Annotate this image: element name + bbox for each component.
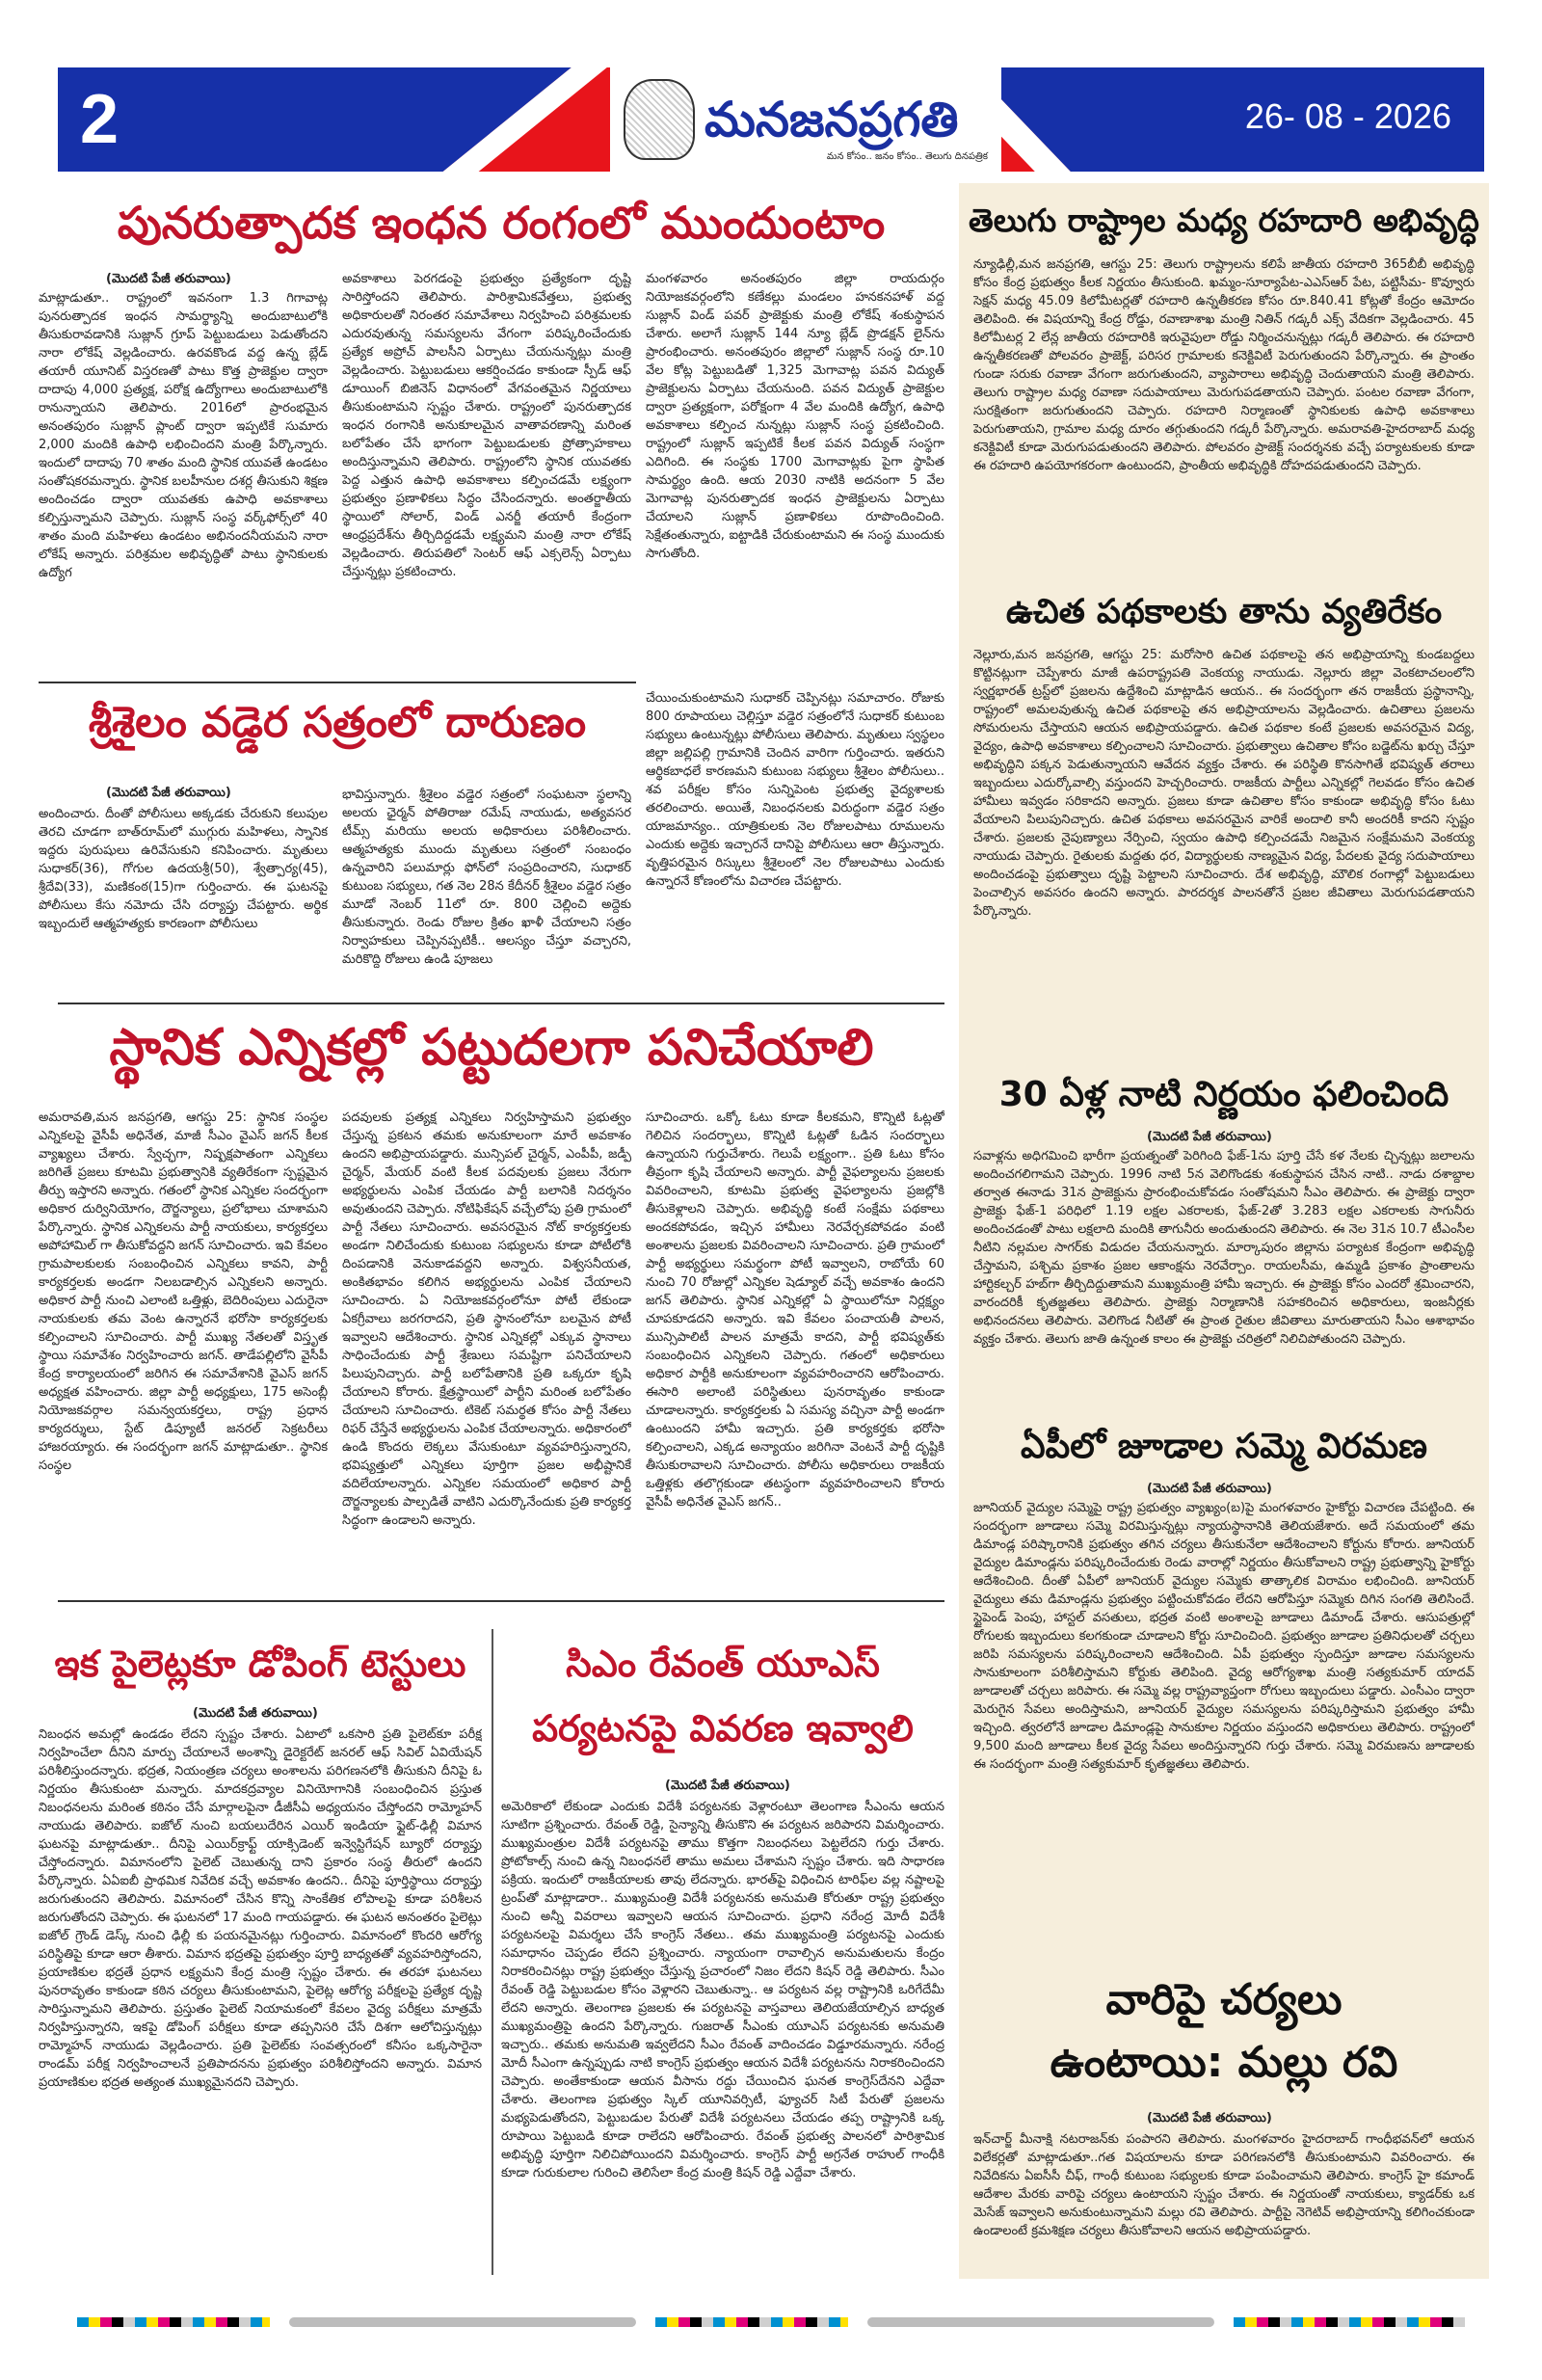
sidebar-article3-headline: 30 ఏళ్ల నాటి నిర్ణయం ఫలించింది [998, 1075, 1449, 1114]
divider [58, 1003, 944, 1004]
article1-col3: మంగళవారం అనంతపురం జిల్లా రాయదుర్గం నియోజకవర్గంలోని కణేకల్లు మండలం హనకనహాళ్ వద్ద సుజ్లాన్ విండ్ పవర్ ప్రాజెక్టు‌కు మంత్రి లోకేష్ శంకుస్థాపన చేశారు. అలాగే సుజ్లాన్ 144 న్యూ బ్లేడ్ ప్రొడక్షన్ లైన్‌ను ప్రారంభించారు. అనంతపురం జిల్లాలో సుజ్లాన్ సంస్థ రూ.10 వేల కోట్ల పెట్టుబడితో 1,325 మెగావాట్ల పవన విద్యుత్ ప్రాజెక్టులను ఏర్పాటు చేయనుంది. పవన విద్యుత్ ప్రాజెక్టుల ద్వారా ప్రత్యక్షంగా, పరోక్షంగా 4 వేల మందికి ఉద్యోగ, ఉపాధి అవకాశాలు కల్పించ నున్నట్లు సుజ్లాన్ సంస్థ ప్రకటించింది. రాష్ట్రంలో సుజ్లాన్ ఇప్పటికే కీలక పవన విద్యుత్ సంస్థగా ఎదిగింది. ఈ సంస్థకు 1700 మెగావాట్లకు పైగా స్థాపిత సామర్థ్యం ఉంది. ఆయ 2030 నాటికి అదనంగా 5 వేల మెగావాట్ల పునరుత్పాదక ఇంధన ప్రాజెక్టులను ఏర్పాటు చేయాలని సుజ్లాన్ ప్రణాళికలు రూపొందించింది. సెక్షేతంతున్నారు, ఐట్టాడికి చేరుకుంటామని ఈ సంస్థ ముందుకు సాగుతోంది. [646, 272, 944, 561]
portrait-logo-icon [624, 79, 695, 160]
sidebar-article4-kicker: (మొదటి పేజీ తరువాయి) [1147, 1482, 1272, 1496]
registration-swatch [655, 2317, 848, 2327]
sidebar-article2-headline: ఉచిత పథకాలకు తాను వ్యతిరేకం [1005, 593, 1443, 631]
divider [492, 1629, 493, 2275]
article2-col3: చేయించుకుంటామని సుధాకర్ చెప్పినట్లు సమాచారం. రోజుకు 800 రూపాయలు చెల్లిస్తూ వడ్డెర సత్రంలోనే సుధాకర్ కుటుంబ సభ్యులు ఉంటున్నట్లు పోలీసులు తెలిపారు. మృతులు స్వస్థలం జిల్లా జల్లిపల్లి గ్రామానికి చెందిన వారిగా గుర్తించారు. ఇతరుని ఆర్థికబాధలే కారణమని కుటుంబ సభ్యులు శ్రీశైలం పోలీసులు.. శవ పరీక్షల కోసం సున్నిపెంట ప్రభుత్వ వైద్యశాలకు తరలించారు. అయితే, నిబంధనలకు విరుద్ధంగా వడ్డెర సత్రం యాజమాన్యం.. యాత్రికులకు నెల రోజులపాటు రూములను ఎందుకు అద్దెకు ఇచ్చారనే దానిపై పోలీసులు ఆరా తీస్తున్నారు. వృత్తిపరమైన రిస్కులు శ్రీశైలంలో నెల రోజులపాటు ఎందుకు ఉన్నారనే కోణంలోను విచారణ చేపట్టారు. [646, 691, 944, 889]
article5-headline-line1: సిఎం రేవంత్ యూఎస్ [566, 1643, 880, 1685]
divider [39, 682, 636, 683]
sidebar-article5-kicker: (మొదటి పేజీ తరువాయి) [1147, 2111, 1272, 2126]
article1-col2: అవకాశాలు పెరగడంపై ప్రభుత్వం ప్రత్యేకంగా దృష్టి సారిస్తోందని తెలిపారు. పారిశ్రామికవేత్తలు, ప్రభుత్వ అధికారులతో నిరంతర సమావేశాలు నిర్వహించి పరిశ్రమలకు ఎదురవుతున్న సమస్యలను వేగంగా పరిష్కరించేందుకు ప్రత్యేక అప్రోచ్ పాలసీని ఏర్పాటు చేయనున్నట్లు మంత్రి వెల్లడించారు. పెట్టుబడులు ఆకర్షించడం కాకుండా స్పీడ్ ఆఫ్ డూయింగ్ బిజినెస్ విధానంలో వేగవంతమైన నిర్ణయాలు తీసుకుంటామని స్పష్టం చేశారు. రాష్ట్రంలో పునరుత్పాదక ఇంధన రంగానికి అనుకూలమైన వాతావరణాన్ని మరింత బలోపేతం చేసే భాగంగా పెట్టుబడులకు ప్రోత్సాహకాలు అందిస్తున్నామని తెలిపారు. రాష్ట్రంలోని స్థానిక యువతకు పెద్ద ఎత్తున ఉపాధి అవకాశాలు కల్పించడమే లక్ష్యంగా ప్రభుత్వం ప్రణాళికలు సిద్ధం చేసిందన్నారు. అంతర్జాతీయ స్థాయిలో సోలార్, విండ్ ఎనర్జీ తయారీ కేంద్రంగా ఆంధ్రప్రదేశ్‌ను తీర్చిదిద్దడమే లక్ష్యమని మంత్రి నారా లోకేష్ వెల్లడించారు. తిరుపతిలో సెంటర్ ఆఫ్ ఎక్సలెన్స్ ఏర్పాటు చేస్తున్నట్లు ప్రకటించారు. [342, 272, 631, 579]
sidebar-article5-headline-line2: ఉంటాయి: మల్లు రవి [1050, 2038, 1398, 2087]
article1-headline: పునరుత్పాదక ఇంధన రంగంలో ముందుంటాం [117, 197, 886, 249]
sidebar-article3-kicker: (మొదటి పేజీ తరువాయి) [1147, 1130, 1272, 1144]
article3-col2: పదవులకు ప్రత్యక్ష ఎన్నికలు నిర్వహిస్తామని ప్రభుత్వం చేస్తున్న ప్రకటన తమకు అనుకూలంగా మారే అవకాశం ఉందని అభిప్రాయపడ్డారు. మున్సిపల్ చైర్మన్, ఎంపీపీ, జడ్పీ చైర్మన్, మేయర్ వంటి కీలక పదవులకు ప్రజలు నేరుగా అభ్యర్థులను ఎంపిక చేయడం పార్టీ బలానికి నిదర్శనం అవుతుందని చెప్పారు. నోటిఫికేషన్ వచ్చేలోపు ప్రతి గ్రామంలో పార్టీ నేతలు సూచించారు. అవసరమైన నోట్ కార్యకర్తలకు అండగా నిలిచేందుకు కుటుంబ సభ్యులను కూడా పోటీలోకి దింపడానికి వెనుకాడవద్దని అన్నారు. విశ్వసనీయత, అంకితభావం కలిగిన అభ్యర్థులను ఎంపిక చేయాలని సూచించారు. ఏ నియోజకవర్గంలోనూ పోటీ లేకుండా ఏకగ్రీవాలు జరగరాదని, ప్రతి స్థానంలోనూ బలమైన పోటీ ఇవ్వాలని ఆదేశించారు. స్థానిక ఎన్నికల్లో ఎక్కువ స్థానాలు సాధించేందుకు పార్టీ శ్రేణులు సమష్టిగా పనిచేయాలని పిలుపునిచ్చారు. పార్టీ బలోపేతానికి ప్రతి ఒక్కరూ కృషి చేయాలని కోరారు. క్షేత్రస్థాయిలో పార్టీని మరింత బలోపేతం చేయాలని సూచించారు. టికెట్ సమర్థత కోసం పార్టీ నేతలు రిఫర్ చేస్తేనే అభ్యర్థులను ఎంపిక చేయాలన్నారు. అధికారంలో ఉండి కొందరు లెక్కలు వేసుకుంటూ వ్యవహరిస్తున్నారని, భవిష్యత్తులో ఎన్నికలు పూర్తిగా ప్రజల అభీష్టానికే వదిలేయాలన్నారు. ఎన్నికల సమయంలో అధికార పార్టీ దౌర్జన్యాలకు పాల్పడితే వాటిని ఎదుర్కొనేందుకు ప్రతి కార్యకర్త సిద్ధంగా ఉండాలని అన్నారు. [342, 1110, 631, 1528]
article3-col3: సూచించారు. ఒక్కో ఓటు కూడా కీలకమని, కొన్నిటి ఓట్లతో గెలిచిన సందర్భాలు, కొన్నిటి ఓట్లతో ఓడిన సందర్భాలు ఉన్నాయని గుర్తుచేశారు. గెలుపే లక్ష్యంగా.. ప్రతి ఓటు కోసం తీవ్రంగా కృషి చేయాలని అన్నారు. పార్టీ వైఫల్యాలను ప్రజలకు వివరించాలని, కూటమి ప్రభుత్వ వైఫల్యాలను ప్రజల్లోకి తీసుకెళ్లాలని చెప్పారు. అభివృద్ధి కంటే సంక్షేమ పథకాలు అందకపోవడం, ఇచ్చిన హామీలు నెరవేర్చకపోవడం వంటి అంశాలను ప్రజలకు వివరించాలని సూచించారు. ప్రతి గ్రామంలో పార్టీ అభ్యర్థులు సమర్థంగా పోటీ ఇవ్వాలని, రాబోయే 60 నుంచి 70 రోజుల్లో ఎన్నికల షెడ్యూల్ వచ్చే అవకాశం ఉందని జగన్ తెలిపారు. స్థానిక ఎన్నికల్లో ఏ స్థాయిలోనూ నిర్లక్ష్యం చూపకూడదని అన్నారు. ఇవి కేవలం పంచాయతీ పాలన, మున్సిపాలిటీ పాలన మాత్రమే కాదని, పార్టీ భవిష్యత్‌కు సంబంధించిన ఎన్నికలని చెప్పారు. గతంలో అధికారులు అధికార పార్టీకి అనుకూలంగా వ్యవహరించారని ఆరోపించారు. ఈసారి అలాంటి పరిస్థితులు పునరావృతం కాకుండా చూడాలన్నారు. కార్యకర్తలకు ఏ సమస్య వచ్చినా పార్టీ అండగా ఉంటుందని హామీ ఇచ్చారు. ప్రతి కార్యకర్తకు భరోసా కల్పించాలని, ఎక్కడ అన్యాయం జరిగినా వెంటనే పార్టీ దృష్టికి తీసుకురావాలని సూచించారు. పోలీసు అధికారులు రాజకీయ ఒత్తిళ్లకు తలొగ్గకుండా తటస్థంగా వ్యవహరించాలని కోరారు వైసీపీ అధినేత వైఎస్ జగన్.. [646, 1110, 944, 1510]
article4-kicker: (మొదటి పేజీ తరువాయి) [193, 1706, 318, 1721]
article2-col1: అందించారు. దీంతో పోలీసులు అక్కడకు చేరుకుని కలుపుల తెరచి చూడగా బాత్‌రూమ్‌లో ముగ్గురు మహిళలు, స్నానిక ఇద్దరు పురుషులు ఉరివేసుకుని కనిపించారు. మృతులు సుధాకర్(36), గోగుల ఉదయశ్రీ(50), శ్వేత్పార్య(45), శ్రీదేవి(33), మణికంఠ(15)గా గుర్తించారు. ఈ ఘటనపై పోలీసులు కేసు నమోదు చేసి దర్యాప్తు చేపట్టారు. అర్థిక ఇబ్బందులే ఆత్మహత్యకు కారణంగా పోలీసులు [39, 807, 328, 931]
sidebar-article1-body: న్యూఢిల్లీ,మన జనప్రగతి, ఆగస్టు 25: తెలుగు రాష్ట్రాలను కలిపే జాతీయ రహదారి 365బీబీ అభివృద్ధి కోసం కేంద్ర ప్రభుత్వం కీలక నిర్ణయం తీసుకుంది. ఖమ్మం-సూర్యాపేట-ఎఎస్‌ఆర్ పేట, పట్టిసీమ- కొవ్వూరు సెక్షన్ మధ్య 45.09 కిలోమీటర్లతో రహదారి ఉన్నతీకరణ కోసం రూ.840.41 కోట్లతో కేంద్రం ఆమోదం తెలిపింది. ఈ విషయాన్ని కేంద్ర రోడ్డు, రవాణాశాఖ మంత్రి నితిన్ గడ్కరీ ఎక్స్ వేదికగా వెల్లడించారు. 45 కిలోమీటర్ల 2 లేన్ల జాతీయ రహదారికి ఇరువైపులా రోడ్డు నిర్మించనున్నట్లు గడ్కరీ తెలిపారు. ఈ రహదారి ఉన్నతీకరణతో పోలవరం ప్రాజెక్ట్, పరిసర గ్రామాలకు కనెక్టివిటీ పెరుగుతుందని పేర్కొన్నారు. ఈ ప్రాంతం గుండా సరుకు రవాణా వేగంగా జరుగుతుందని, వ్యాపారాలు అభివృద్ధి చెందుతాయని మంత్రి తెలిపారు. తెలుగు రాష్ట్రాల మధ్య రవాణా సదుపాయాలు మెరుగుపడతాయని చెప్పారు. పంటల రవాణా వేగంగా, సురక్షితంగా జరుగుతుందని చెప్పారు. రహదారి నిర్మాణంతో స్థానికులకు ఉపాధి అవకాశాలు పెరుగుతాయని, గ్రామాల మధ్య దూరం తగ్గుతుందని గడ్కరీ పేర్కొన్నారు. అమరావతి-హైదరాబాద్ మధ్య కనెక్టివిటీ కూడా మెరుగుపడుతుందని తెలిపారు. పోలవరం ప్రాజెక్ట్ సందర్శనకు వచ్చే పర్యాటకులకు కూడా ఈ రహదారి ఉపయోగకరంగా ఉంటుందని, ప్రాంతీయ అభివృద్ధికి దోహదపడుతుందని చెప్పారు. [973, 257, 1475, 473]
page-number: 2 [58, 67, 141, 172]
sidebar-article1-headline: తెలుగు రాష్ట్రాల మధ్య రహదారి అభివృద్ధి [969, 201, 1479, 239]
article5-headline-line2: పర్యటనపై వివరణ ఇవ్వాలి [532, 1707, 914, 1750]
article3-headline: స్థానిక ఎన్నికల్లో పట్టుదలగా పనిచేయాలి [109, 1019, 874, 1077]
article5-body: అమెరికాలో లేకుండా ఎందుకు విదేశీ పర్యటనకు వెళ్లారంటూ తెలంగాణ సీఎంను ఆయన సూటిగా ప్రశ్నించారు. రేవంత్ రెడ్డి, సైన్యాన్ని తీసుకొని ఈ పర్యటన జరిపారని విమర్శించారు. ముఖ్యమంత్రుల విదేశీ పర్యటనపై తాము కొత్తగా నిబంధనలు పెట్టలేదని గుర్తు చేశారు. ప్రోటోకాల్స్ నుంచి ఉన్న నిబంధనలే తాము అమలు చేశామని స్పష్టం చేశారు. ఇది సాధారణ పక్రియ. ఇందులో రాజకీయాలకు తావు లేదన్నారు. భారత్‌పై విధించిన టారిఫ్‌ల వల్ల నష్టాలపై ట్రంప్‌తో మాట్లాడారా.. ముఖ్యమంత్రి విదేశీ పర్యటనకు అనుమతి కోరుతూ రాష్ట్ర ప్రభుత్వం నుంచి అన్నీ వివరాలు ఇవ్వాలని ఆయన సూచించారు. ప్రధాని నరేంద్ర మోదీ విదేశీ పర్యటనలపై విమర్శలు చేసే కాంగ్రెస్ నేతలు.. తమ ముఖ్యమంత్రి పర్యటనపై ఎందుకు సమాధానం చెప్పడం లేదని ప్రశ్నించారు. న్యాయంగా రావాల్సిన అనుమతులను కేంద్రం నిరాకరించినట్లు రాష్ట్ర ప్రభుత్వం చేస్తున్న ప్రచారంలో నిజం లేదని కిషన్ రెడ్డి తెలిపారు. సీఎం రేవంత్ రెడ్డి పెట్టుబడుల కోసం వెళ్లారని చెబుతున్నా.. ఆ పర్యటన వల్ల రాష్ట్రానికి ఒరిగేదేమీ లేదని అన్నారు. తెలంగాణ ప్రజలకు ఈ పర్యటనపై వాస్తవాలు తెలియజేయాల్సిన బాధ్యత ముఖ్యమంత్రిపై ఉందని పేర్కొన్నారు. గుజరాత్ సీఎంకు యూఎస్ పర్యటనకు అనుమతి ఇచ్చారు.. తమకు అనుమతి ఇవ్వలేదని సీఎం రేవంత్ వాదించడం విడ్డూరమన్నారు. నరేంద్ర మోదీ సీఎంగా ఉన్నప్పుడు నాటి కాంగ్రెస్ ప్రభుత్వం ఆయన విదేశీ పర్యటనను నిరాకరించిందని చెప్పారు. అంతేకాకుండా ఆయన వీసాను రద్దు చేయించిన ఘనత కాంగ్రెస్‌దేనని ఎద్దేవా చేశారు. తెలంగాణ ప్రభుత్వం స్కిల్ యూనివర్సిటీ, ఫ్యూచర్ సిటీ పేరుతో ప్రజలను మభ్యపెడుతోందని, పెట్టుబడుల పేరుతో విదేశీ పర్యటనలు చేయడం తప్ప రాష్ట్రానికి ఒక్క రూపాయి పెట్టుబడి కూడా రాలేదని ఆరోపించారు. రేవంత్ ప్రభుత్వ పాలనలో పారిశ్రామిక అభివృద్ధి పూర్తిగా నిలిచిపోయిందని విమర్శించారు. కాంగ్రెస్ పార్టీ అగ్రనేత రాహుల్ గాంధీకి కూడా గురుకులాల గురించి తెలిసేలా కేంద్ర మంత్రి కిషన్ రెడ్డి ఎద్దేవా చేశారు. [501, 1800, 944, 2180]
sidebar-article4-headline: ఏపీలో జూడాల సమ్మె విరమణ [1021, 1427, 1427, 1466]
article2-kicker: (మొదటి పేజీ తరువాయి) [106, 786, 231, 800]
print-color-bar [39, 2313, 1503, 2329]
paper-tagline: మన కోసం.. జనం కోసం.. తెలుగు దినపత్రిక [826, 151, 988, 162]
article1-kicker: (మొదటి పేజీ తరువాయి) [106, 272, 231, 286]
registration-swatch [77, 2317, 270, 2327]
registration-swatch [867, 2317, 1214, 2327]
article4-headline: ఇక పైలెట్లకూ డోపింగ్ టెస్టులు [54, 1643, 466, 1685]
paper-name: మనజనప్రగతి [705, 92, 959, 147]
sidebar-article4-body: జూనియర్ వైద్యుల సమ్మెపై రాష్ట్ర ప్రభుత్వం వ్యాఖ్యం(బ)పై మంగళవారం హైకోర్టు విచారణ చేపట్టింది. ఈ సందర్భంగా జూడాలు సమ్మె విరమిస్తున్నట్లు న్యాయస్థానానికి తెలియజేశారు. అదే సమయంలో తమ డిమాండ్ల పరిష్కారానికి ప్రభుత్వం తగిన చర్యలు తీసుకునేలా ఆదేశించాలని కోర్టును కోరారు. జూనియర్ వైద్యుల డిమాండ్లను పరిష్కరించేందుకు రెండు వారాల్లో నిర్ణయం తీసుకోవాలని రాష్ట్ర ప్రభుత్వాన్ని హైకోర్టు ఆదేశించింది. దీంతో ఏపీలో జూనియర్ వైద్యుల సమ్మెకు తాత్కాలిక విరామం లభించింది. జూనియర్ వైద్యులు తమ డిమాండ్లను ప్రభుత్వం పట్టించుకోవడం లేదని ఆరోపిస్తూ సమ్మెకు దిగిన సంగతి తెలిసిందే. స్టైపెండ్ పెంపు, హాస్టల్ వసతులు, భద్రత వంటి అంశాలపై జూడాలు డిమాండ్ చేశారు. ఆసుపత్రుల్లో రోగులకు ఇబ్బందులు కలగకుండా చూడాలని కోర్టు సూచించింది. ప్రభుత్వం జూడాల ప్రతినిధులతో చర్చలు జరిపి సమస్యలను పరిష్కరించాలని ఆదేశించింది. ఏపీ ప్రభుత్వం స్పందిస్తూ జూడాల సమస్యలను సానుకూలంగా పరిశీలిస్తామని కోర్టుకు తెలిపింది. వైద్య ఆరోగ్యశాఖ మంత్రి సత్యకుమార్ యాదవ్ జూడాలతో చర్చలు జరిపారు. ఈ సమ్మె వల్ల రాష్ట్రవ్యాప్తంగా రోగులు ఇబ్బందులు పడ్డారు. ఎంసీఎం ద్వారా మెరుగైన సేవలు అందిస్తామని, జూనియర్ వైద్యుల సమస్యలను పరిష్కరిస్తామని ప్రభుత్వం హామీ ఇచ్చింది. త్వరలోనే జూడాల డిమాండ్లపై సానుకూల నిర్ణయం వస్తుందని అధికారులు తెలిపారు. రాష్ట్రంలో 9,500 మంది జూడాలు కీలక వైద్య సేవలు అందిస్తున్నారని గుర్తు చేశారు. సమ్మె విరమణను జూడాలకు ఈ సందర్భంగా మంత్రి సత్యకుమార్ కృతజ్ఞతలు తెలిపారు. [973, 1501, 1475, 1772]
article2-col2: భావిస్తున్నారు. శ్రీశైలం వడ్డెర సత్రంలో సంఘటనా స్థలాన్ని అలయ ఛైర్మన్ పోతిరాజు రమేష్ నాయుడు, అత్యవసర టీమ్స్ మరియు అలయ అధికారులు పరిశీలించారు. ఆత్మహత్యకు ముందు మృతులు సత్రంలో సంబంధం ఉన్నవారిని పలుమార్లు ఫోన్‌లో సంప్రదించారని, సుధాకర్ కుటుంబ సభ్యులు, గత నెల 28న కేదీనర్ శ్రీశైలం వడ్డెర సత్రం మూడో నెంబర్ 11లో రూ. 800 చెల్లించి అద్దెకు తీసుకున్నారు. రెండు రోజుల క్రితం ఖాళీ చేయాలని సత్రం నిర్వాహకులు చెప్పినప్పటికీ.. ఆలస్యం చేస్తూ వచ్చారని, మరికొద్ది రోజులు ఉండి పూజలు [342, 788, 631, 967]
masthead [58, 67, 1484, 172]
sidebar-article5-body: ఇన్‌చార్జ్ మీనాక్షి నటరాజన్‌కు పంపారని తెలిపారు. మంగళవారం హైదరాబాద్ గాంధీభవన్‌లో ఆయన విలేకర్లతో మాట్లాడుతూ..గత విషయాలను కూడా పరిగణనలోకి తీసుకుంటామని వివరించారు. ఈ నివేదికను ఏఐసీసీ చీఫ్, గాంధీ కుటుంబ సభ్యులకు కూడా పంపించామని తెలిపారు. కాంగ్రెస్ హై కమాండ్ ఆదేశాల మేరకు వారిపై చర్యలు ఉంటాయని స్పష్టం చేశారు. ఈ నిర్ణయంతో నాయకులు, క్యాడర్‌కు ఒక మెసేజ్ ఇవ్వాలని అనుకుంటున్నామని మల్లు రవి తెలిపారు. పార్టీపై నెగెటివ్ అభిప్రాయాన్ని కలిగించకుండా ఉండాలంటే క్రమశిక్షణ చర్యలు తీసుకోవాలని ఆయన అభిప్రాయపడ్డారు. [973, 2132, 1475, 2238]
registration-swatch [289, 2317, 636, 2327]
article1-col1: మాట్లాడుతూ.. రాష్ట్రంలో ఇవనంగా 1.3 గిగావాట్ల పునరుత్పాదక ఇంధన సామర్థ్యాన్ని అందుబాటులోకి తీసుకురావడానికి సుజ్లాన్ గ్రూప్ పెట్టుబడులు పెడుతోందని నారా లోకేష్ వెల్లడించారు. ఉరవకొండ వద్ద ఉన్న బ్లేడ్ తయారీ యూనిట్ విస్తరణతో పాటు కొత్త ప్రాజెక్టుల ద్వారా దాదాపు 4,000 ప్రత్యక్ష, పరోక్ష ఉద్యోగాలు అందుబాటులోకి రానున్నాయని తెలిపారు. 2016లో ప్రారంభమైన అనంతపురం సుజ్లాన్ ప్లాంట్ ద్వారా ఇప్పటికే సుమారు 2,000 మందికి ఉపాధి లభించిందని మంత్రి పేర్కొన్నారు. ఇందులో దాదాపు 70 శాతం మంది స్థానిక యువతే ఉండటం సంతోషకరమన్నారు. స్థానిక బలహీనుల దశర్ల తీసుకుని శిక్షణ అందించడం ద్వారా యువతకు ఉపాధి అవకాశాలు కల్పిస్తున్నామని చెప్పారు. సుజ్లాన్ సంస్థ వర్క్‌ఫోర్స్‌లో 40 శాతం మంది మహిళలు ఉండటం అభినందనీయమని నారా లోకేష్ అన్నారు. పరిశ్రమల అభివృద్ధితో పాటు స్థానికులకు ఉద్యోగ [39, 291, 328, 580]
registration-swatch [1234, 2317, 1465, 2327]
article5-kicker: (మొదటి పేజీ తరువాయి) [665, 1778, 790, 1793]
issue-date: 26- 08 - 2026 [1244, 96, 1451, 136]
article4-body: నిబంధన అమల్లో ఉండడం లేదని స్పష్టం చేశారు. ఏటాలో ఒకసారి ప్రతి పైలెట్‌కూ పరీక్ష నిర్వహించేలా దీనిని మార్పు చేయాలనే అంశాన్ని డైరెక్టరేట్ జనరల్ ఆఫ్ సివిల్ ఏవియేషన్ పరిశీలిస్తుందన్నారు. భద్రత, నియంత్రణ చర్యలు అంశాలను పరిగణనలోకి తీసుకుని దీనిపై ఓ నిర్ణయం తీసుకుంటా మన్నారు. మాదకద్రవ్యాల వినియోగానికి సంబంధించిన ప్రస్తుత నిబంధనలను మరింత కఠినం చేసే మార్గాలపైనా డీజీసీఏ అధ్యయనం చేస్తోందని రామ్మోహన్ నాయుడు తెలిపారు. ఐజోల్ నుంచి బయలుదేరిన ఎయిర్ ఇండియా ఫ్లైట్-ఢిల్లీ విమాన ఘటనపై మాట్లాడుతూ.. దీనిపై ఎయిర్‌క్రాఫ్ట్ యాక్సిడెంట్ ఇన్వెస్టిగేషన్ బ్యూరో దర్యాప్తు చేస్తోందన్నారు. విమానంలోని పైలెట్ చెబుతున్న దాని ప్రకారం సంస్థ తీరులో ఉందని పేర్కొన్నారు. ఏఏఐబీ ప్రాథమిక నివేదిక వచ్చే అవకాశం ఉందని.. దీనిపై పూర్తిస్థాయి దర్యాప్తు జరుగుతుందని తెలిపారు. విమానంలో చేసిన కొన్ని సాంకేతిక లోపాలపై కూడా పరిశీలన జరుగుతోందని చెప్పారు. ఈ ఘటనలో 17 మంది గాయపడ్డారు. ఈ ఘటన అనంతరం పైలెట్లు ఐజోల్ గ్రౌండ్ డెస్క్‌ నుంచి ఢిల్లీ కు పయనమైనట్లు గుర్తించారు. విమానంలో కొందరి ఆరోగ్య పరిస్థితిపై కూడా ఆరా తీశారు. విమాన భద్రతపై ప్రభుత్వం పూర్తి బాధ్యతతో వ్యవహరిస్తోందని, ప్రయాణికుల భద్రతే ప్రధాన లక్ష్యమని కేంద్ర మంత్రి స్పష్టం చేశారు. ఈ తరహా ఘటనలు పునరావృతం కాకుండా కఠిన చర్యలు తీసుకుంటామని, పైలెట్ల ఆరోగ్య పరీక్షలపై ప్రత్యేక దృష్టి సారిస్తున్నామని తెలిపారు. ప్రస్తుతం పైలెట్ నియామకంలో కేవలం వైద్య పరీక్షలు మాత్రమే నిర్వహిస్తున్నారని, ఇకపై డోపింగ్ పరీక్షలు కూడా తప్పనిసరి చేసే దిశగా ఆలోచిస్తున్నట్లు రామ్మోహన్ నాయుడు వెల్లడించారు. ప్రతి పైలెట్‌కు సంవత్సరంలో కనీసం ఒక్కసారైనా రాండమ్ పరీక్ష నిర్వహించాలనే ప్రతిపాదనను ప్రభుత్వం పరిశీలిస్తోందని అన్నారు. విమాన ప్రయాణికుల భద్రత అత్యంత ముఖ్యమైనదని చెప్పారు. [39, 1727, 482, 2090]
sidebar-article2-body: నెల్లూరు,మన జనప్రగతి, ఆగస్టు 25: మరోసారి ఉచిత పథకాలపై తన అభిప్రాయాన్ని కుండబద్దలు కొట్టినట్లుగా చెప్పేశారు మాజీ ఉపరాష్ట్రపతి వెంకయ్య నాయుడు. నెల్లూరు జిల్లా వెంకటాచలంలోని స్వర్ణభారత్ ట్రస్ట్‌లో ప్రజలను ఉద్దేశించి మాట్లాడిన ఆయన.. ఈ సందర్భంగా తన రాజకీయ ప్రస్థానాన్ని, రాష్ట్రంలో అమలవుతున్న ఉచిత పథకాలపై తన అభిప్రాయాలను వెల్లడించారు. ఉచితాలు ప్రజలను సోమరులను చేస్తాయని ఆయన అభిప్రాయపడ్డారు. ఉచిత పథకాల కంటే ప్రజలకు అవసరమైన విద్య, వైద్యం, ఉపాధి అవకాశాలు కల్పించాలని సూచించారు. ప్రభుత్వాలు ఉచితాల కోసం బడ్జెట్‌ను ఖర్చు చేస్తూ అభివృద్ధిని పక్కన పెడుతున్నాయని ఆవేదన వ్యక్తం చేశారు. ఈ పరిస్థితి కొనసాగితే భవిష్యత్ తరాలు ఇబ్బందులు ఎదుర్కోవాల్సి వస్తుందని హెచ్చరించారు. రాజకీయ పార్టీలు ఎన్నికల్లో గెలవడం కోసం ఉచిత హామీలు ఇవ్వడం సరికాదని అన్నారు. ప్రజలు కూడా ఉచితాల కోసం కాకుండా అభివృద్ధి కోసం ఓటు వేయాలని పిలుపునిచ్చారు. ఉచిత పథకాలు అవసరమైన వారికే అందాలి కానీ అందరికీ కాదని స్పష్టం చేశారు. ప్రజలకు నైపుణ్యాలు నేర్పించి, స్వయం ఉపాధి కల్పించడమే నిజమైన సంక్షేమమని వెంకయ్య నాయుడు చెప్పారు. రైతులకు మద్దతు ధర, విద్యార్థులకు నాణ్యమైన విద్య, పేదలకు వైద్య సదుపాయాలు అందించడంపై ప్రభుత్వాలు దృష్టి పెట్టాలని సూచించారు. దేశ అభివృద్ధి, మౌలిక రంగాల్లో పెట్టుబడులు పెంచాల్సిన అవసరం ఉందని అన్నారు. పారదర్శక పాలనతోనే ప్రజల జీవితాలు మెరుగుపడతాయని పేర్కొన్నారు. [973, 648, 1475, 919]
article2-headline: శ్రీశైలం వడ్డెర సత్రంలో దారుణం [88, 698, 587, 747]
sidebar-article3-body: సవాళ్లను అధిగమించి భారీగా ప్రయత్నంతో పెరిగింది ఫేజ్-1ను పూర్తి చేసే కళ నేలకు చ్చిన్నట్లు జలాలను అందించగలిగామని చెప్పారు. 1996 నాటి 5న వెలిగొండకు శంకుస్థాపన చేసిన నాటి.. నాడు దశాబ్దాల తర్వాత ఈనాడు 31న ప్రాజెక్టును ప్రారంభించుకోవడం సంతోషమని సీఎం తెలిపారు. ఈ ప్రాజెక్టు ద్వారా ప్రాజెక్టు ఫేజ్-1 పరిధిలో 1.19 లక్షల ఎకరాలకు, ఫేజ్-2తో 3.283 లక్షల ఎకరాలకు సాగునీరు అందించడంతో పాటు లక్షలాది మందికి తాగునీరు అందుతుందని తెలిపారు. ఈ నెల 31న 10.7 టీఎంసీల నీటిని నల్లమల సాగర్‌కు విడుదల చేయనున్నారు. మార్కాపురం జిల్లాను పర్యాటక కేంద్రంగా అభివృద్ధి చేస్తామని, పశ్చిమ ప్రకాశం ప్రజల ఆకాంక్షను నెరవేర్చాం. రాయలసీమ, ఉమ్మడి ప్రకాశం ప్రాంతాలను హార్టికల్చర్ హబ్‌గా తీర్చిదిద్దుతామని ముఖ్యమంత్రి హామీ ఇచ్చారు. ఈ ప్రాజెక్టు కోసం ఎందరో శ్రమించారని, వారందరికీ కృతజ్ఞతలు తెలిపారు. ప్రాజెక్టు నిర్మాణానికి సహకరించిన అధికారులు, ఇంజనీర్లకు అభినందనలు తెలిపారు. వెలిగొండ నీటితో ఈ ప్రాంత రైతుల జీవితాలు మారుతాయని సీఎం ఆశాభావం వ్యక్తం చేశారు. తెలుగు జాతి ఉన్నంత కాలం ఈ ప్రాజెక్టు చరిత్రలో నిలిచిపోతుందని చెప్పారు. [973, 1149, 1475, 1347]
divider [58, 1600, 944, 1602]
newspaper-logo [610, 67, 1001, 172]
article3-col1: అమరావతి,మన జనప్రగతి, ఆగస్టు 25: స్థానిక సంస్థల ఎన్నికలపై వైసీపీ అధినేత, మాజీ సీఎం వైఎస్ జగన్ కీలక వ్యాఖ్యలు చేశారు. స్వేచ్ఛగా, నిష్పక్షపాతంగా ఎన్నికలు జరిగితే ప్రజలు కూటమి ప్రభుత్వానికి వ్యతిరేకంగా స్పష్టమైన తీర్పు ఇస్తారని అన్నారు. గతంలో స్థానిక ఎన్నికల సందర్భంగా అధికార దుర్వినియోగం, దౌర్జన్యాలు, ప్రలోభాలు చూశామని పేర్కొన్నారు. స్థానిక ఎన్నికలను పార్టీ నాయకులు, కార్యకర్తలు అపోహామిల్ గా తీసుకోవద్దని జగన్ సూచించారు. ఇవి కేవలం గ్రామపాలకులకు సంబంధించిన ఎన్నికలు కావని, పార్టీ కార్యకర్తలకు అండగా నిలబడాల్సిన ఎన్నికలని అన్నారు. అధికార పార్టీ నుంచి ఎలాంటి ఒత్తిళ్లు, బెదిరింపులు ఎదురైనా నాయకులకు తమ వెంట ఉన్నారనే భరోసా కార్యకర్తలకు కల్పించాలని సూచించారు. పార్టీ ముఖ్య నేతలతో విస్తృత స్థాయి సమావేశం నిర్వహించారు జగన్. తాడేపల్లిలోని వైసీపీ కేంద్ర కార్యాలయంలో జరిగిన ఈ సమావేశానికి వైఎస్ జగన్ అధ్యక్షత వహించారు. జిల్లా పార్టీ అధ్యక్షులు, 175 అసెంబ్లీ నియోజకవర్గాల సమన్వయకర్తలు, రాష్ట్ర ప్రధాన కార్యదర్శులు, స్టేట్ డిప్యూటీ జనరల్ సెక్రటరీలు హాజరయ్యారు. ఈ సందర్భంగా జగన్ మాట్లాడుతూ.. స్థానిక సంస్థల [39, 1110, 328, 1473]
sidebar-article5-headline-line1: వారిపై చర్యలు [1105, 1975, 1343, 2024]
